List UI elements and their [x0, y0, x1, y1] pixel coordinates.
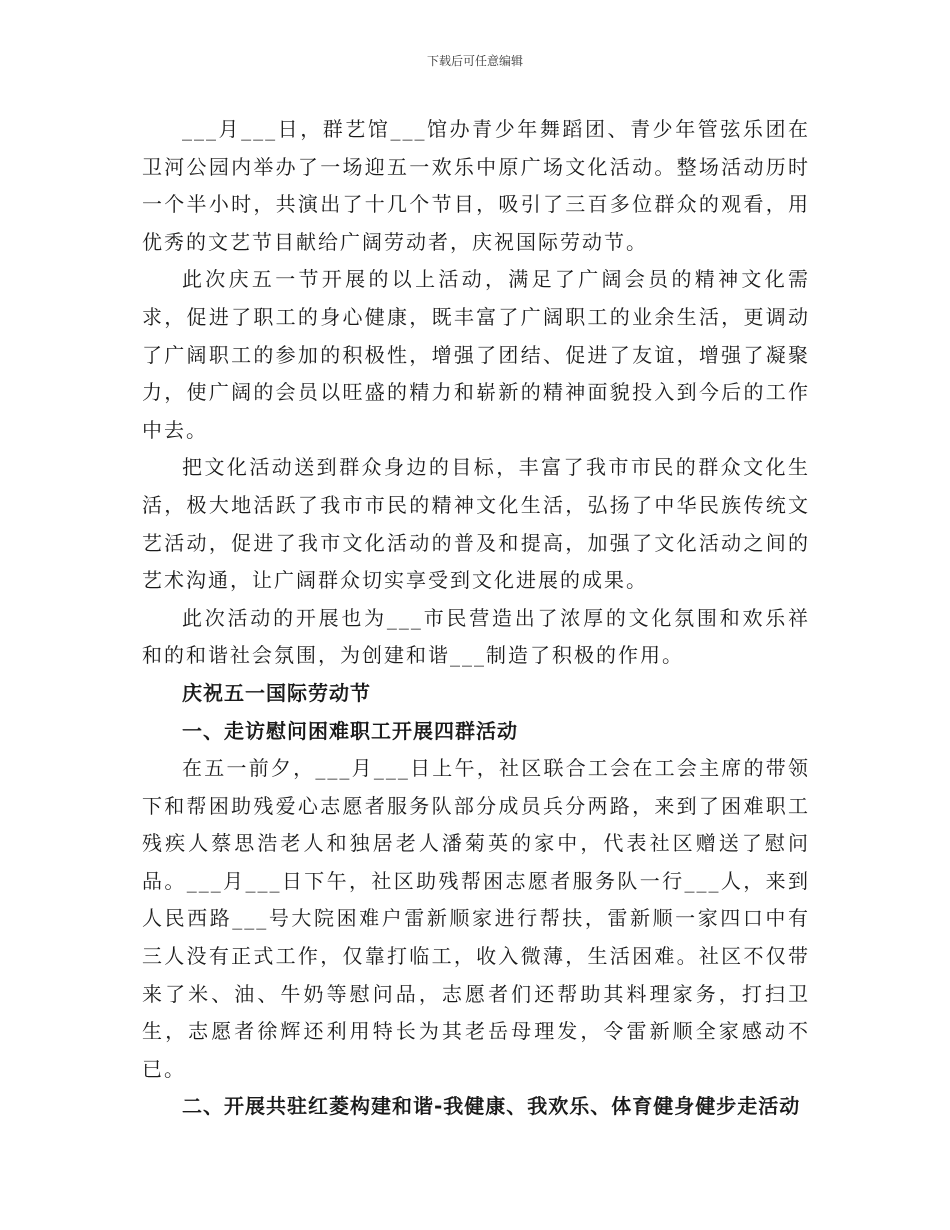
paragraph-activity-effects: 此次庆五一节开展的以上活动，满足了广阔会员的精神文化需求，促进了职工的身心健康，既丰富了广阔职工的业余生活，更调动了广阔职工的参加的积极性，增强了团结、促进了友谊，增强了凝聚力，使广阔的会员以旺盛的精力和崭新的精神面貌投入到今后的工作中去。: [142, 267, 810, 442]
download-note: 下载后可任意编辑: [426, 54, 523, 68]
paragraph-atmosphere: 此次活动的开展也为___市民营造出了浓厚的文化氛围和欢乐祥和的和谐社会氛围，为创建和谐___制造了积极的作用。: [142, 605, 810, 668]
document-body: [142, 111, 810, 1126]
section-heading-visits: 一、走访慰问困难职工开展四群活动: [182, 718, 518, 743]
paragraph-visits: 在五一前夕，___月___日上午，社区联合工会在工会主席的带领下和帮困助残爱心志愿者服务队部分成员兵分两路，来到了困难职工残疾人蔡思浩老人和独居老人潘菊英的家中，代表社区赠送了慰问品。___月___日下午，社区助残帮困志愿者服务队一行___人，来到人民西路___号大院困难户雷新顺家进行帮扶，雷新顺一家四口中有三人没有正式工作，仅靠打临工，收入微薄，生活困难。社区不仅带来了米、油、牛奶等慰问品，志愿者们还帮助其料理家务，打扫卫生，志愿者徐辉还利用特长为其老岳母理发，令雷新顺全家感动不已。: [142, 756, 810, 1081]
section-title: 庆祝五一国际劳动节: [182, 680, 371, 705]
section-heading-fitness: 二、开展共驻红菱构建和谐-我健康、我欢乐、体育健身健步走活动: [182, 1094, 801, 1119]
paragraph-activity-report: ___月___日，群艺馆___馆办青少年舞蹈团、青少年管弦乐团在卫河公园内举办了一场迎五一欢乐中原广场文化活动。整场活动历时一个半小时，共演出了十几个节目，吸引了三百多位群众的观看，用优秀的文艺节目献给广阔劳动者，庆祝国际劳动节。: [142, 117, 810, 254]
paragraph-culture-goals: 把文化活动送到群众身边的目标，丰富了我市市民的群众文化生活，极大地活跃了我市市民的精神文化生活，弘扬了中华民族传统文艺活动，促进了我市文化活动的普及和提高，加强了文化活动之间的艺术沟通，让广阔群众切实享受到文化进展的成果。: [142, 455, 810, 593]
